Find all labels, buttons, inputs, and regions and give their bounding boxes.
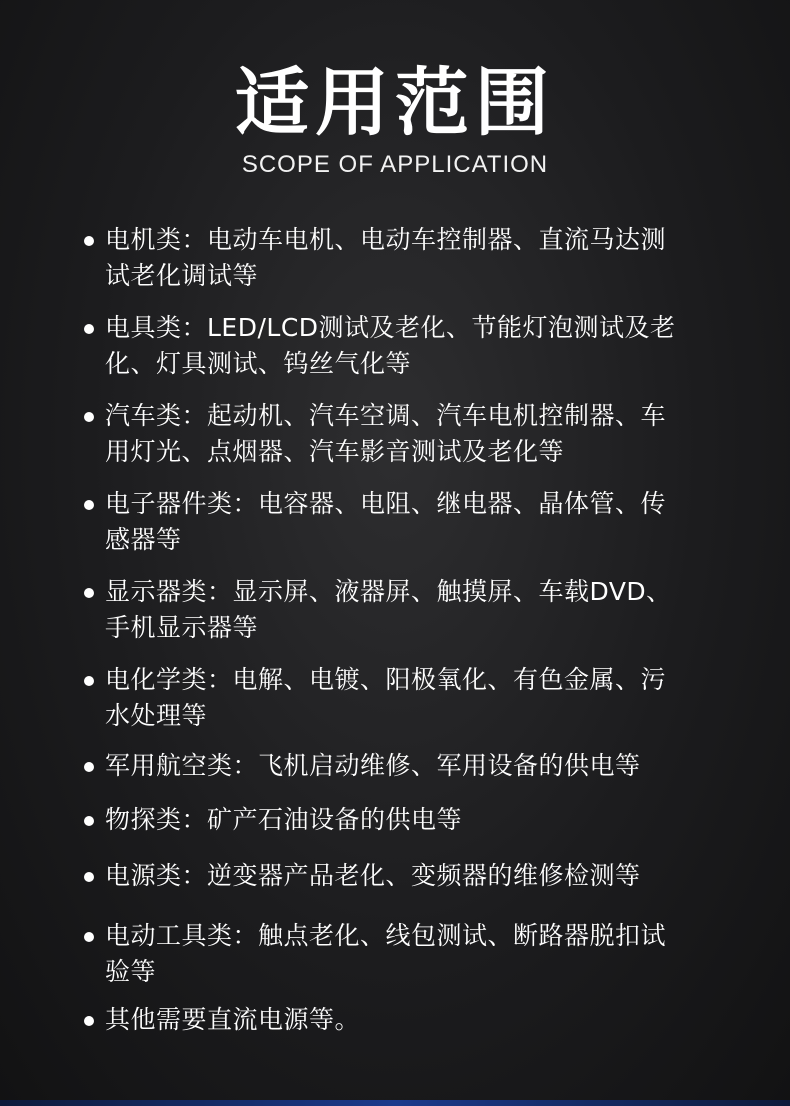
list-item-text: 电机类：电动车电机、电动车控制器、直流马达测 [105, 225, 667, 254]
list-item-text: 电子器件类：电容器、电阻、继电器、晶体管、传 [105, 489, 667, 518]
list-item-text: 电动工具类：触点老化、线包测试、断路器脱扣试 [105, 921, 667, 950]
page-title: 适用范围 [235, 60, 555, 146]
list-item-text-continued: 水处理等 [105, 701, 208, 730]
bullet-icon [84, 500, 94, 510]
list-item-text: 电具类：LED/LCD测试及老化、节能灯泡测试及老 [105, 313, 676, 342]
list-item-text: 显示器类：显示屏、液器屏、触摸屏、车载DVD、 [105, 577, 672, 606]
list-item-text: 军用航空类：飞机启动维修、军用设备的供电等 [105, 751, 641, 780]
list-item-text-continued: 感器等 [105, 525, 182, 554]
page-subtitle: SCOPE OF APPLICATION [241, 151, 549, 178]
bullet-icon [84, 872, 94, 882]
bullet-icon [84, 816, 94, 826]
list-item-text: 电化学类：电解、电镀、阳极氧化、有色金属、污 [105, 665, 667, 694]
list-item-text: 汽车类：起动机、汽车空调、汽车电机控制器、车 [105, 401, 667, 430]
bullet-icon [84, 932, 94, 942]
bullet-icon [84, 1016, 94, 1026]
bullet-icon [84, 762, 94, 772]
list-item-text: 物探类：矿产石油设备的供电等 [105, 805, 463, 834]
bottom-accent-bar [0, 1100, 790, 1106]
list-item-text-continued: 用灯光、点烟器、汽车影音测试及老化等 [105, 437, 565, 466]
list-item-text-continued: 化、灯具测试、钨丝气化等 [105, 349, 412, 378]
list-item-text-continued: 试老化调试等 [105, 261, 259, 290]
bullet-icon [84, 324, 94, 334]
bullet-icon [84, 236, 94, 246]
list-item-text: 电源类：逆变器产品老化、变频器的维修检测等 [105, 861, 641, 890]
bullet-icon [84, 412, 94, 422]
bullet-icon [84, 676, 94, 686]
list-item-text-continued: 手机显示器等 [105, 613, 259, 642]
list-item-text-continued: 验等 [105, 957, 157, 986]
list-item-text: 其他需要直流电源等。 [105, 1005, 361, 1034]
bullet-icon [84, 588, 94, 598]
